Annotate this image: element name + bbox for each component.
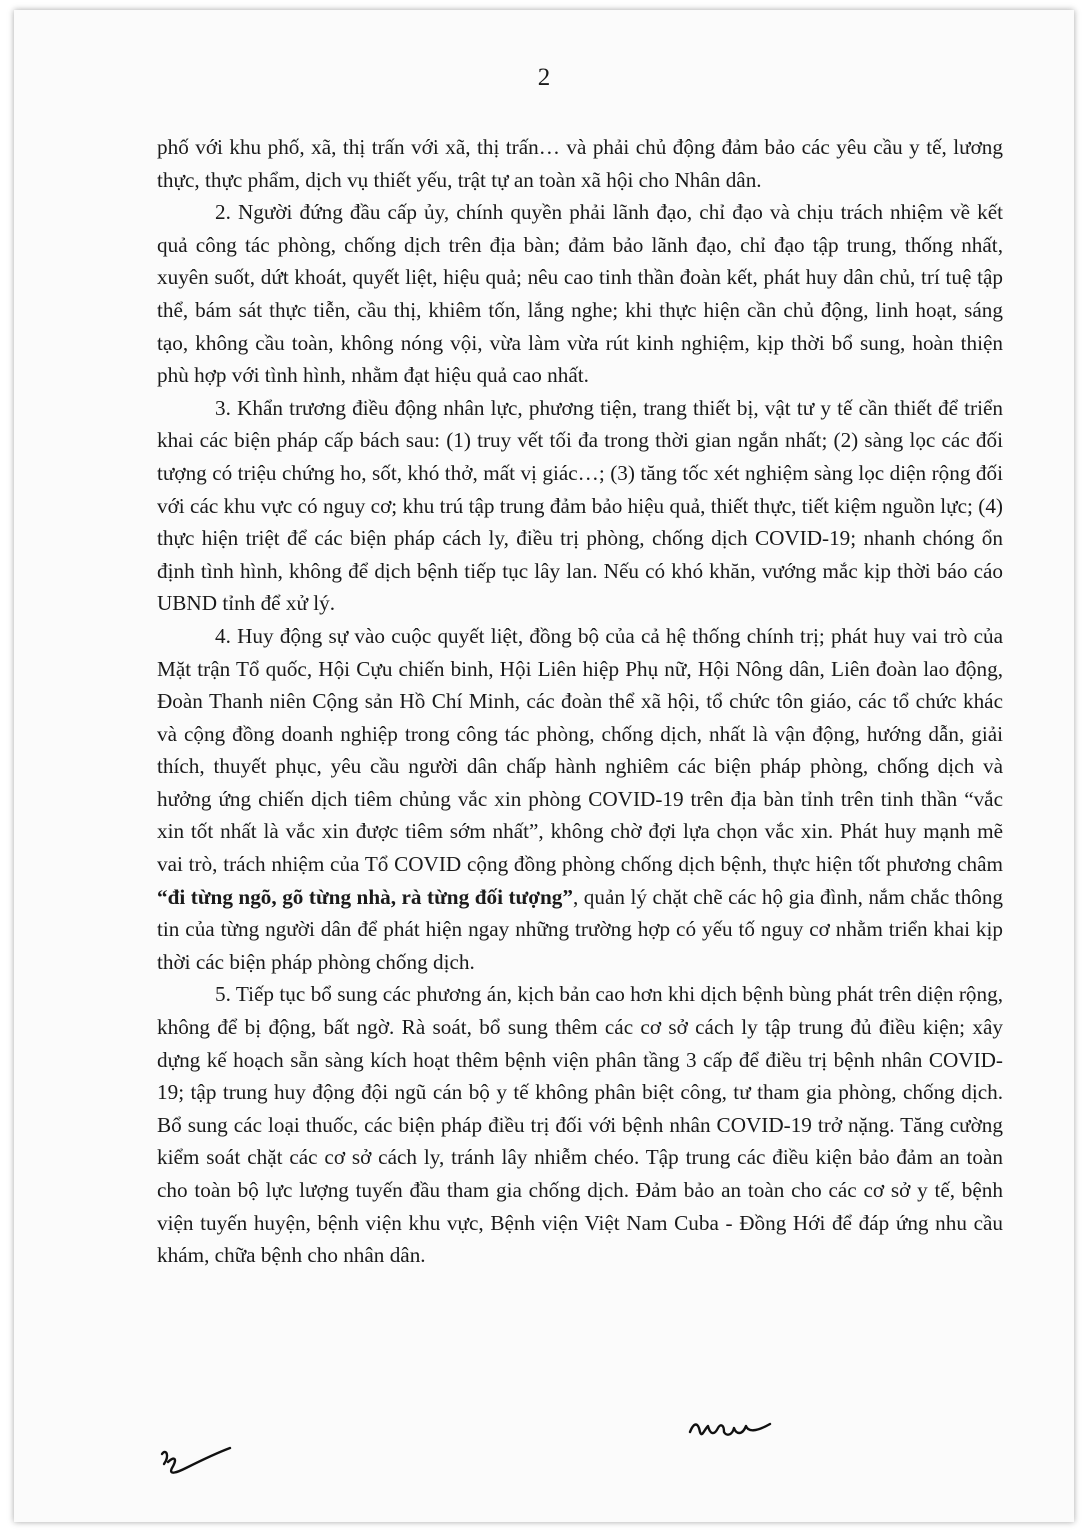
paragraph-item-5: 5. Tiếp tục bổ sung các phương án, kịch bản cao hơn khi dịch bệnh bùng phát trên diện rộng, không để bị động, bất ngờ. Rà soát, bổ sung thêm các cơ sở cách ly tập trung đủ điều kiện; xây dựng kế hoạch sẵn sàng kích hoạt thêm bệnh viện phân tầng 3 cấp để điều trị bệnh nhân COVID-19; tập trung huy động đội ngũ cán bộ y tế không phân biệt công, tư tham gia phòng, chống dịch. Bổ sung các loại thuốc, các biện pháp điều trị đối với bệnh nhân COVID-19 trở nặng. Tăng cường kiểm soát chặt các cơ sở cách ly, tránh lây nhiễm chéo. Tập trung các điều kiện bảo đảm an toàn cho toàn bộ lực lượng tuyến đầu tham gia chống dịch. Đảm bảo an toàn cho các cơ sở y tế, bệnh viện tuyến huyện, bệnh viện khu vực, Bệnh viện Việt Nam Cuba - Đồng Hới để đáp ứng nhu cầu khám, chữa bệnh cho nhân dân.: [157, 982, 1003, 1268]
document-body: [157, 131, 1003, 1272]
paragraph-item-2: 2. Người đứng đầu cấp ủy, chính quyền phải lãnh đạo, chỉ đạo và chịu trách nhiệm về kết quả công tác phòng, chống dịch trên địa bàn; đảm bảo lãnh đạo, chỉ đạo tập trung, thống nhất, xuyên suốt, dứt khoát, quyết liệt, hiệu quả; nêu cao tinh thần đoàn kết, phát huy dân chủ, trí tuệ tập thể, bám sát thực tiễn, cầu thị, khiêm tốn, lắng nghe; khi thực hiện cần chủ động, linh hoạt, sáng tạo, không cầu toàn, không nóng vội, vừa làm vừa rút kinh nghiệm, kịp thời bổ sung, hoàn thiện phù hợp với tình hình, nhằm đạt hiệu quả cao nhất.: [157, 200, 1003, 388]
page-number: 2: [537, 64, 551, 91]
initials-signature-left: [156, 1442, 236, 1488]
paragraph-item-3: 3. Khẩn trương điều động nhân lực, phương tiện, trang thiết bị, vật tư y tế cần thiết để triển khai các biện pháp cấp bách sau: (1) truy vết tối đa trong thời gian ngắn nhất; (2) sàng lọc các đối tượng có triệu chứng ho, sốt, khó thở, mất vị giác…; (3) tăng tốc xét nghiệm sàng lọc diện rộng đối với các khu vực có nguy cơ; khu trú tập trung đảm bảo hiệu quả, thiết thực, tiết kiệm nguồn lực; (4) thực hiện triệt để các biện pháp cách ly, điều trị phòng, chống dịch COVID-19; nhanh chóng ổn định tình hình, không để dịch bệnh tiếp tục lây lan. Nếu có khó khăn, vướng mắc kịp thời báo cáo UBND tỉnh để xử lý.: [157, 395, 1003, 616]
paragraph-continuation: phố với khu phố, xã, thị trấn với xã, thị trấn… và phải chủ động đảm bảo các yêu cầu y tế, lương thực, thực phẩm, dịch vụ thiết yếu, trật tự an toàn xã hội cho Nhân dân.: [157, 135, 1003, 192]
paragraph-item-4-motto: “đi từng ngõ, gõ từng nhà, rà từng đối tượng”: [157, 884, 573, 909]
initials-signature-right: [686, 1410, 776, 1446]
document-page: [14, 10, 1074, 1522]
paragraph-item-4-text-b: , quản lý chặt chẽ các hộ gia đình, nắm chắc thông tin của từng người dân để phát hiện ngay những trường hợp có yếu tố nguy cơ nhằm triển khai kịp thời các biện pháp phòng chống dịch.: [157, 884, 1004, 974]
paragraph-item-4-text-a: 4. Huy động sự vào cuộc quyết liệt, đồng bộ của cả hệ thống chính trị; phát huy vai trò của Mặt trận Tổ quốc, Hội Cựu chiến binh, Hội Liên hiệp Phụ nữ, Hội Nông dân, Liên đoàn lao động, Đoàn Thanh niên Cộng sản Hồ Chí Minh, các đoàn thể xã hội, tổ chức tôn giáo, các tổ chức khác và cộng đồng doanh nghiệp trong công tác phòng, chống dịch, nhất là vận động, hướng dẫn, giải thích, thuyết phục, yêu cầu người dân chấp hành nghiêm các biện pháp phòng, chống dịch và hưởng ứng chiến dịch tiêm chủng vắc xin phòng COVID-19 trên địa bàn tỉnh trên tinh thần “vắc xin tốt nhất là vắc xin được tiêm sớm nhất”, không chờ đợi lựa chọn vắc xin. Phát huy mạnh mẽ vai trò, trách nhiệm của Tổ COVID cộng đồng phòng chống dịch bệnh, thực hiện tốt phương châm: [157, 623, 1003, 877]
paragraph-item-4: [157, 620, 1003, 979]
